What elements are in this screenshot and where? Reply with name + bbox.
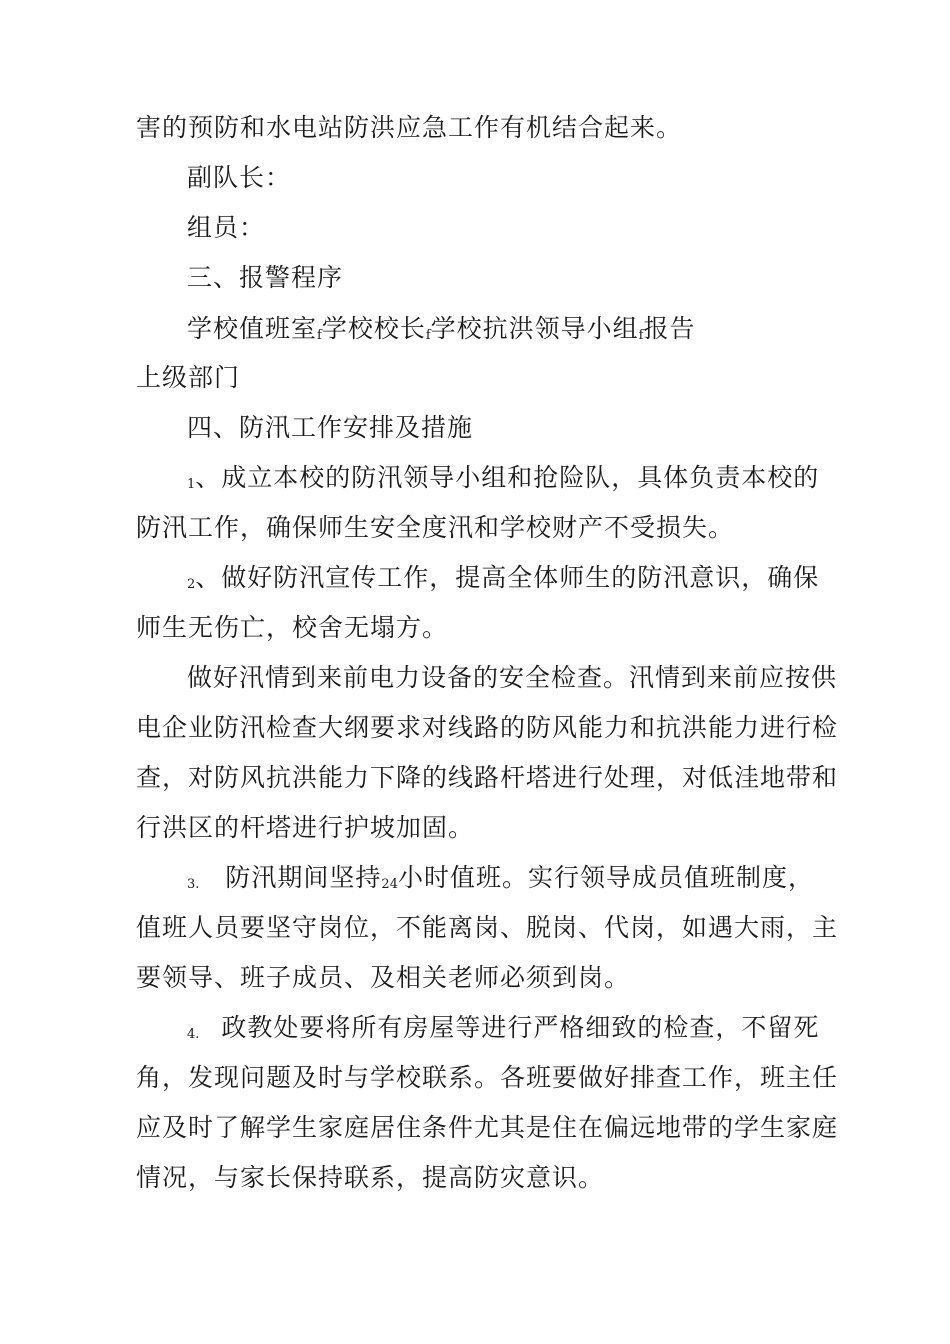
- paragraph-line: [136, 612, 448, 644]
- line-text: 角，发现问题及时与学校联系。各班要做好排查工作，班主任: [136, 1063, 839, 1092]
- paragraph-line: [136, 962, 630, 994]
- line-text: 害的预防和水电站防洪应急工作有机结合起来。: [136, 113, 683, 142]
- line-text: 上级部门: [136, 363, 241, 392]
- line-text: 防汛期间坚持: [225, 863, 382, 892]
- line-text: 电企业防汛检查大纲要求对线路的防风能力和抗洪能力进行检: [136, 713, 839, 742]
- line-text: 防汛工作，确保师生安全度汛和学校财产不受损失。: [136, 513, 735, 542]
- section-heading-alarm-procedure: [187, 262, 343, 294]
- item-number: 2: [187, 577, 196, 592]
- paragraph-line: [136, 1112, 838, 1144]
- line-text: 情况，与家长保持联系，提高防灾意识。: [136, 1163, 605, 1192]
- procedure-flow: [187, 313, 696, 350]
- flow-arrow-glyph: f: [317, 328, 322, 343]
- line-text: 行洪区的杆塔进行护坡加固。: [136, 813, 475, 842]
- line-text: 政教处要将所有房屋等进行严格细致的检查，不留死: [221, 1013, 820, 1042]
- item-4-line: [187, 1012, 819, 1049]
- paragraph-line: [136, 712, 838, 744]
- inline-number: 24: [381, 877, 398, 892]
- paragraph-line: [136, 512, 734, 544]
- line-text: 师生无伤亡，校舍无塌方。: [136, 613, 449, 642]
- line-text: 、成立本校的防汛领导小组和抢险队，具体负责本校的: [195, 463, 820, 492]
- item-number: 4.: [187, 1027, 200, 1042]
- line-text: 副队长：: [187, 163, 292, 192]
- paragraph-line: [136, 812, 474, 844]
- section-heading-flood-measures: [187, 412, 473, 444]
- flow-arrow-glyph: f: [638, 328, 644, 343]
- paragraph-line: [136, 762, 838, 794]
- line-text: 小时值班。实行领导成员值班制度，: [397, 863, 814, 892]
- item-3-line: [187, 862, 814, 899]
- line-text: 组员：: [187, 213, 266, 242]
- line-text: 值班人员要坚守岗位，不能离岗、脱岗、代岗，如遇大雨，主: [136, 913, 839, 942]
- flow-step: 学校校长: [321, 314, 426, 343]
- line-text: 查，对防风抗洪能力下降的线路杆塔进行处理，对低洼地带和: [136, 763, 839, 792]
- paragraph-line: [136, 362, 240, 394]
- line-text: 做好汛情到来前电力设备的安全检查。汛情到来前应按供: [187, 663, 838, 692]
- deputy-captain-label: [187, 162, 291, 194]
- flow-step: 学校抗洪领导小组: [430, 314, 639, 343]
- line-text: 要领导、班子成员、及相关老师必须到岗。: [136, 963, 631, 992]
- flow-step: 学校值班室: [187, 314, 318, 343]
- item-1-line: [187, 462, 819, 499]
- item-2-line: [187, 562, 819, 599]
- line-text: 应及时了解学生家庭居住条件尤其是住在偏远地带的学生家庭: [136, 1113, 839, 1142]
- line-text: 三、报警程序: [187, 263, 344, 292]
- paragraph-line: [187, 662, 837, 694]
- line-text: 、做好防汛宣传工作，提高全体师生的防汛意识，确保: [195, 563, 820, 592]
- flow-arrow-glyph: f: [425, 328, 431, 343]
- item-number: 3.: [187, 877, 200, 892]
- member-label: [187, 212, 265, 244]
- paragraph-line: [136, 1062, 838, 1094]
- paragraph-line: [136, 912, 838, 944]
- line-text: 四、防汛工作安排及措施: [187, 413, 474, 442]
- paragraph-line: [136, 112, 682, 144]
- flow-step: 报告: [643, 314, 696, 343]
- item-number: 1: [187, 477, 196, 492]
- paragraph-line: [136, 1162, 604, 1194]
